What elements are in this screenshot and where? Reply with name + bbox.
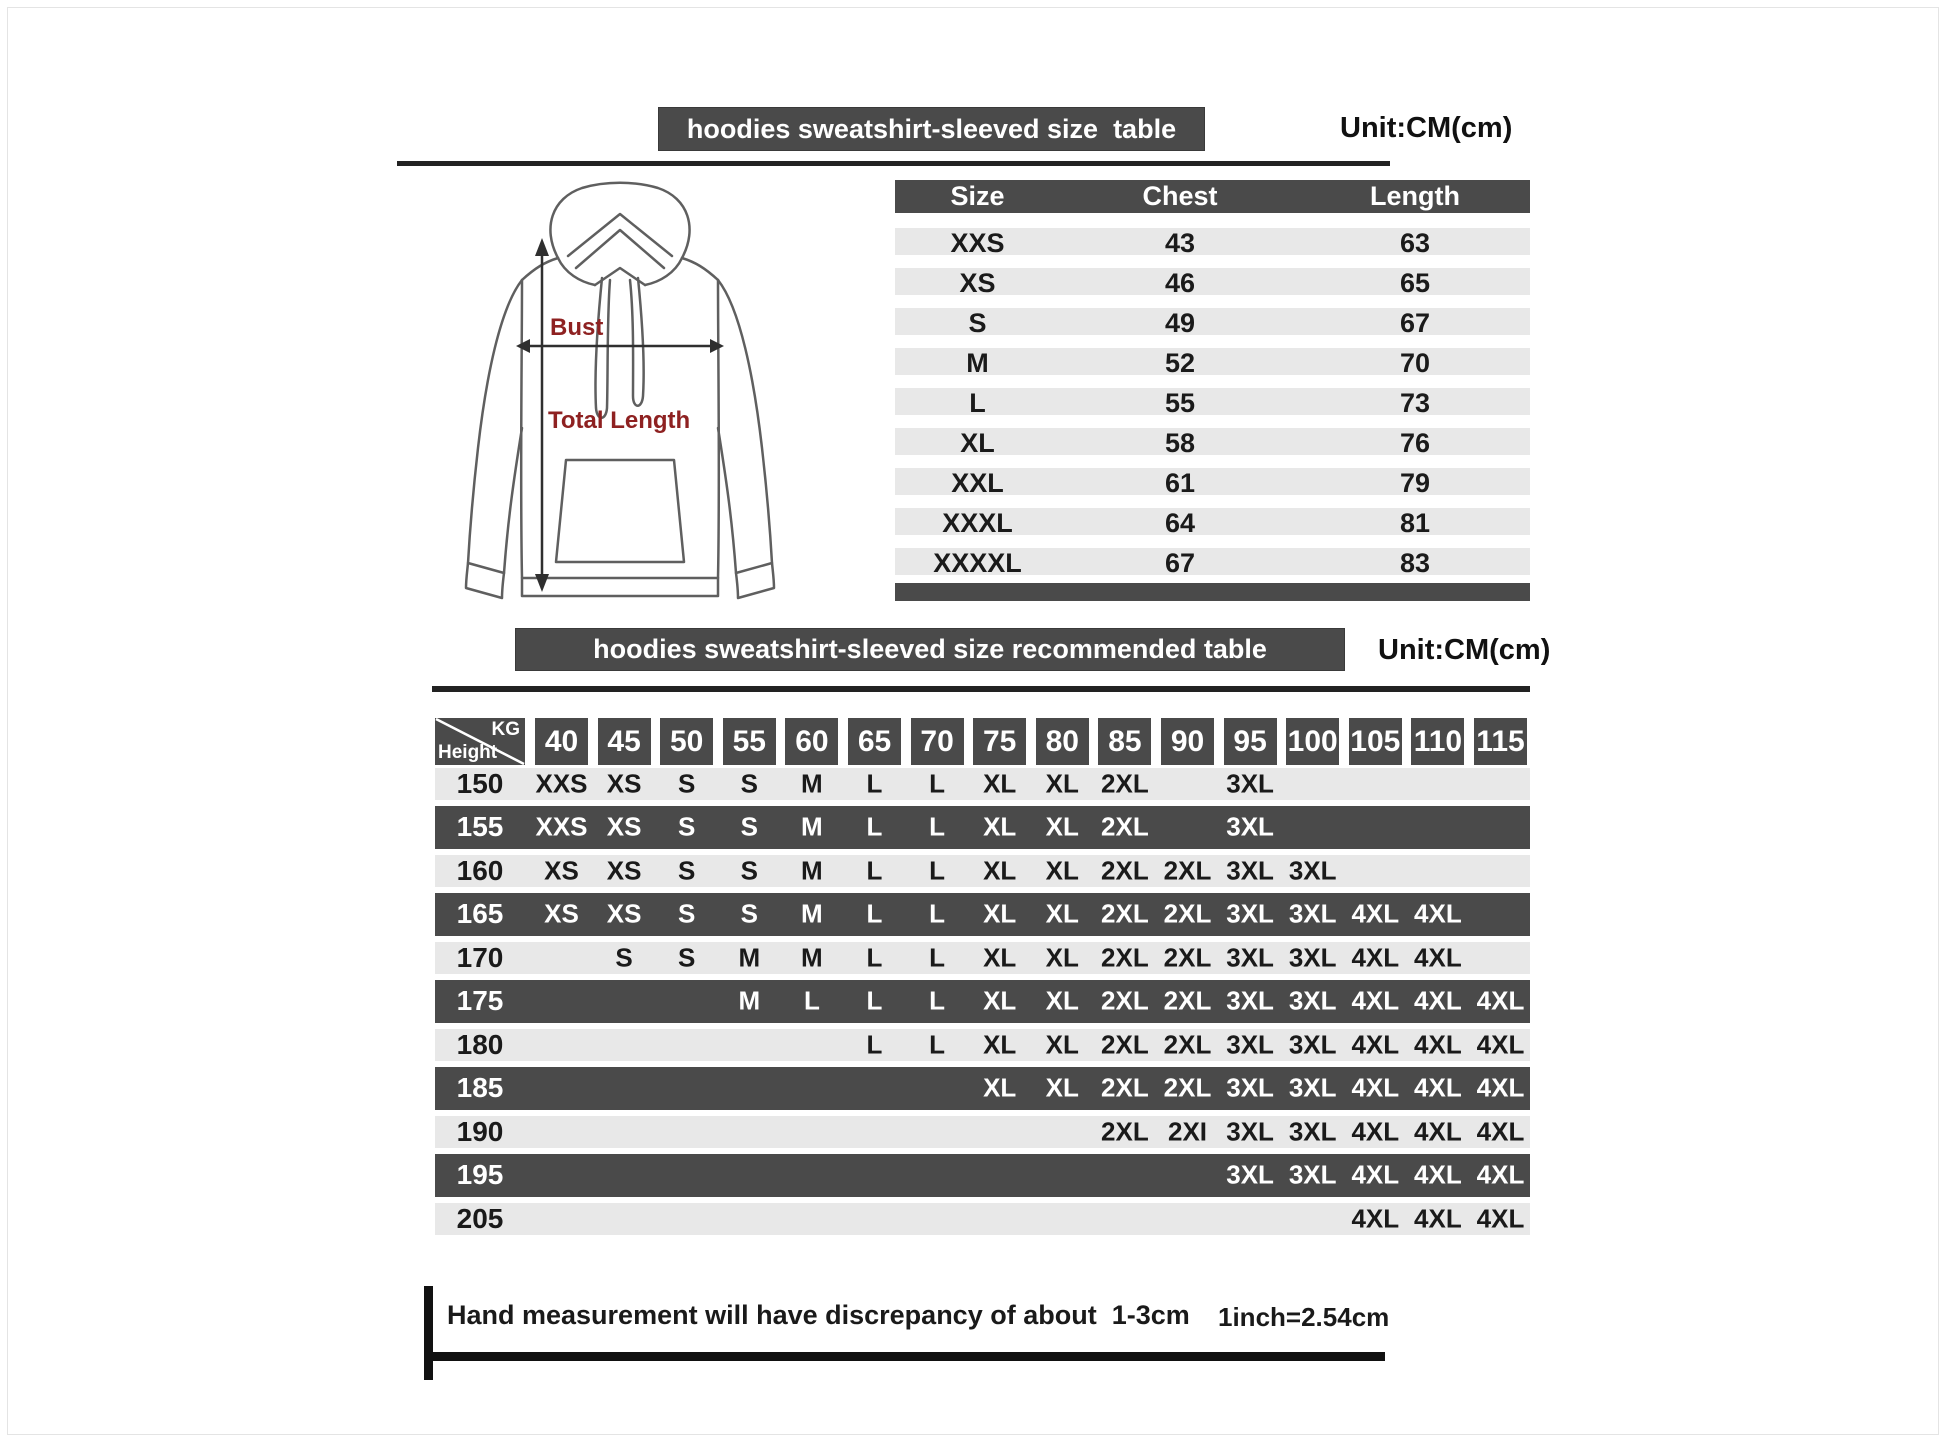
size-cell: S [678, 898, 696, 929]
height-row [435, 1154, 1530, 1198]
size-cell: L [866, 985, 883, 1016]
weight-header-cell: 65 [848, 718, 901, 765]
size-cell: 3XL [1226, 942, 1274, 973]
size-table-cell-length: 81 [1399, 508, 1431, 538]
size-table-cell-length: 83 [1399, 548, 1431, 578]
size-table-row [895, 348, 1530, 378]
size-table-unit-label: Unit:CM(cm) [1340, 112, 1513, 144]
size-cell: M [801, 942, 823, 973]
measurement-note: Hand measurement will have discrepancy of about 1-3cm [447, 1300, 1190, 1330]
size-table-cell-length: 65 [1399, 268, 1431, 298]
size-column-header: Size [950, 181, 1005, 211]
size-cell: 2XL [1163, 1029, 1212, 1060]
height-row [435, 1029, 1530, 1061]
size-table-cell-chest: 52 [1164, 348, 1196, 378]
size-table-header [895, 180, 1530, 213]
height-label: 150 [456, 767, 504, 799]
size-cell: 4XL [1476, 1072, 1525, 1103]
size-cell: M [801, 768, 823, 799]
size-cell: L [929, 985, 946, 1016]
size-cell: XXS [535, 768, 588, 799]
size-cell: 3XL [1288, 1072, 1337, 1103]
size-table-row [895, 228, 1530, 258]
height-row [435, 768, 1530, 800]
size-cell: XL [983, 855, 1017, 886]
footer-underline [427, 1352, 1385, 1361]
size-table-row [895, 388, 1530, 418]
size-cell: 3XL [1288, 855, 1337, 886]
size-table-cell-chest: 43 [1164, 228, 1196, 258]
size-cell: 2XL [1101, 898, 1149, 929]
kg-height-corner-cell [435, 718, 525, 765]
size-cell: 3XL [1226, 768, 1274, 799]
weight-header-cell: 110 [1411, 718, 1464, 765]
weight-header-cell: 85 [1098, 718, 1151, 765]
weight-header-cell: 40 [535, 718, 588, 765]
height-label: 205 [456, 1202, 504, 1234]
size-cell: 4XL [1476, 1029, 1525, 1060]
size-cell: L [866, 768, 883, 799]
height-label: 190 [456, 1115, 504, 1147]
kg-axis-label: KG [491, 719, 520, 740]
size-cell: 4XL [1351, 1203, 1400, 1234]
size-cell: S [678, 768, 696, 799]
size-table-cell-size: L [969, 388, 986, 418]
size-table-cell-size: XXL [951, 468, 1004, 498]
size-cell: L [866, 898, 883, 929]
size-table-row [895, 428, 1530, 458]
size-cell: XL [983, 1029, 1017, 1060]
size-table-cell-size: XS [959, 268, 996, 298]
size-cell: M [801, 898, 823, 929]
size-cell: XL [1045, 985, 1079, 1016]
size-cell: 2XL [1101, 985, 1149, 1016]
size-cell: 4XL [1351, 1072, 1400, 1103]
size-cell: 2XL [1163, 855, 1212, 886]
size-table-title: hoodies sweatshirt-sleeved size table [686, 113, 1177, 144]
size-table-cell-size: M [966, 348, 989, 378]
size-cell: 3XL [1226, 855, 1274, 886]
weight-header-cell: 70 [911, 718, 964, 765]
size-cell: 4XL [1414, 985, 1462, 1016]
size-cell: 4XL [1351, 1159, 1400, 1190]
size-cell: L [866, 811, 883, 842]
size-cell: 4XL [1476, 1159, 1525, 1190]
size-cell: L [929, 1029, 946, 1060]
height-label: 195 [456, 1159, 504, 1191]
weight-header-cell: 80 [1036, 718, 1089, 765]
size-cell: 3XL [1226, 985, 1274, 1016]
recommended-table-title: hoodies sweatshirt-sleeved size recommended table [593, 634, 1267, 664]
size-table-title-bar [658, 107, 1205, 151]
size-cell: L [929, 811, 946, 842]
size-cell: 4XL [1476, 1203, 1525, 1234]
hoodie-measurement-diagram [430, 178, 810, 618]
size-table-cell-chest: 49 [1164, 308, 1196, 338]
size-cell: 4XL [1351, 898, 1400, 929]
size-cell: 3XL [1288, 942, 1337, 973]
size-cell: 4XL [1476, 1116, 1525, 1147]
weight-header-cell: 50 [660, 718, 713, 765]
size-cell: S [740, 898, 758, 929]
size-cell: 2XL [1101, 855, 1149, 886]
divider-line-top [397, 161, 1390, 166]
size-cell: L [866, 1029, 883, 1060]
size-cell: 3XL [1226, 898, 1274, 929]
size-cell: 4XL [1351, 1029, 1400, 1060]
size-cell: S [615, 942, 633, 973]
size-cell: 2XL [1163, 898, 1212, 929]
weight-header-cell: 115 [1474, 718, 1527, 765]
size-cell: XL [983, 898, 1017, 929]
weight-header-cell: 45 [598, 718, 651, 765]
size-table-cell-length: 63 [1399, 228, 1431, 258]
height-label: 155 [456, 811, 504, 843]
size-cell: XL [983, 1072, 1017, 1103]
size-cell: 4XL [1414, 1159, 1462, 1190]
size-table-cell-size: XXS [950, 228, 1005, 258]
size-cell: L [803, 985, 820, 1016]
size-cell: 4XL [1351, 985, 1400, 1016]
size-cell: S [740, 811, 758, 842]
size-cell: M [738, 985, 761, 1016]
size-cell: L [866, 942, 883, 973]
height-label: 170 [456, 941, 504, 973]
size-cell: XL [1045, 1072, 1079, 1103]
size-cell: 3XL [1226, 1029, 1274, 1060]
size-table-row [895, 268, 1530, 298]
size-cell: L [866, 855, 883, 886]
size-cell: XL [1045, 1029, 1079, 1060]
size-table-cell-size: XXXL [942, 508, 1013, 538]
height-row [435, 1203, 1530, 1235]
size-cell: 3XL [1288, 1116, 1337, 1147]
size-cell: L [929, 898, 946, 929]
weight-header-cell: 100 [1286, 718, 1339, 765]
size-table-cell-size: XXXXL [933, 548, 1022, 578]
size-cell: 2XL [1101, 811, 1149, 842]
total-length-label: Total Length [548, 407, 691, 434]
recommended-table-title-bar [515, 628, 1345, 671]
size-cell: XS [606, 811, 642, 842]
size-cell: XL [1045, 811, 1079, 842]
size-cell: XXS [535, 811, 588, 842]
size-cell: L [929, 855, 946, 886]
size-cell: 4XL [1351, 942, 1400, 973]
size-table-cell-size: XL [960, 428, 995, 458]
size-table-cell-chest: 64 [1164, 508, 1196, 538]
size-cell: 4XL [1414, 1116, 1462, 1147]
size-table-row [895, 468, 1530, 498]
weight-header-cell: 105 [1349, 718, 1402, 765]
size-cell: 2XL [1101, 942, 1149, 973]
size-cell: 2XL [1101, 768, 1149, 799]
weight-header-cell: 95 [1224, 718, 1277, 765]
size-table-row [895, 308, 1530, 338]
height-row [435, 806, 1530, 850]
size-cell: 3XL [1288, 985, 1337, 1016]
size-cell: 2XI [1167, 1116, 1208, 1147]
size-table-footer-bar [895, 583, 1530, 601]
size-cell: S [740, 768, 758, 799]
size-table-cell-chest: 58 [1164, 428, 1196, 458]
size-table-cell-chest: 61 [1164, 468, 1196, 498]
size-cell: S [678, 942, 696, 973]
size-cell: XL [1045, 898, 1079, 929]
inch-conversion-note: 1inch=2.54cm [1218, 1302, 1390, 1332]
size-cell: 3XL [1226, 1116, 1274, 1147]
height-axis-label: Height [438, 742, 498, 763]
size-table-row [895, 548, 1530, 578]
recommended-size-matrix [435, 715, 1530, 1245]
height-row [435, 1067, 1530, 1111]
size-table-cell-length: 70 [1399, 348, 1431, 378]
size-cell: XL [1045, 768, 1079, 799]
height-label: 165 [456, 898, 504, 930]
size-cell: S [678, 855, 696, 886]
divider-line-middle [432, 686, 1530, 692]
size-cell: 3XL [1226, 1072, 1274, 1103]
size-cell: 3XL [1226, 1159, 1274, 1190]
size-cell: 2XL [1163, 942, 1212, 973]
size-cell: XL [983, 811, 1017, 842]
size-table-cell-chest: 67 [1164, 548, 1196, 578]
size-cell: 3XL [1288, 898, 1337, 929]
size-cell: 4XL [1476, 985, 1525, 1016]
size-cell: XL [983, 768, 1017, 799]
size-cell: 2XL [1163, 1072, 1212, 1103]
height-row [435, 980, 1530, 1024]
size-cell: XS [544, 855, 579, 886]
size-table-cell-length: 79 [1399, 468, 1431, 498]
size-table-cell-chest: 46 [1164, 268, 1196, 298]
size-cell: L [929, 942, 946, 973]
height-row [435, 1116, 1530, 1148]
size-cell: XL [1045, 942, 1079, 973]
size-cell: XS [606, 898, 642, 929]
size-cell: XL [983, 942, 1017, 973]
size-cell: XL [1045, 855, 1079, 886]
size-cell: 3XL [1226, 811, 1274, 842]
weight-header-cell: 75 [973, 718, 1026, 765]
size-cell: S [740, 855, 758, 886]
hoodie-outline [466, 183, 774, 598]
size-cell: M [801, 855, 823, 886]
size-cell: M [801, 811, 823, 842]
bust-label: Bust [550, 314, 604, 341]
size-table-cell-chest: 55 [1164, 388, 1196, 418]
size-cell: 2XL [1101, 1072, 1149, 1103]
footer-accent-bar [424, 1286, 433, 1380]
size-cell: 2XL [1101, 1116, 1149, 1147]
height-label: 160 [456, 854, 504, 886]
size-cell: XS [606, 855, 642, 886]
size-cell: 4XL [1414, 1203, 1462, 1234]
size-cell: XL [983, 985, 1017, 1016]
length-column-header: Length [1370, 181, 1460, 211]
height-row [435, 893, 1530, 937]
size-cell: 4XL [1414, 1029, 1462, 1060]
size-cell: 4XL [1414, 942, 1462, 973]
recommended-table-unit-label: Unit:CM(cm) [1378, 634, 1551, 666]
size-cell: XS [544, 898, 579, 929]
weight-header-cell: 55 [723, 718, 776, 765]
height-row [435, 855, 1530, 887]
size-cell: 2XL [1163, 985, 1212, 1016]
size-cell: 4XL [1414, 898, 1462, 929]
size-cell: 4XL [1414, 1072, 1462, 1103]
size-table-row [895, 508, 1530, 538]
size-table-cell-length: 67 [1399, 308, 1431, 338]
size-cell: 3XL [1288, 1029, 1337, 1060]
height-label: 180 [456, 1028, 504, 1060]
size-cell: 4XL [1351, 1116, 1400, 1147]
size-cell: M [738, 942, 761, 973]
size-table-cell-length: 73 [1399, 388, 1431, 418]
size-cell: 3XL [1288, 1159, 1337, 1190]
size-cell: XS [606, 768, 642, 799]
weight-header-cell: 90 [1161, 718, 1214, 765]
size-table-cell-length: 76 [1399, 428, 1431, 458]
size-cell: 2XL [1101, 1029, 1149, 1060]
size-cell: S [678, 811, 696, 842]
weight-header-cell: 60 [785, 718, 838, 765]
size-table-cell-size: S [968, 308, 987, 338]
chest-column-header: Chest [1142, 181, 1218, 211]
height-label: 185 [456, 1072, 504, 1104]
height-row [435, 942, 1530, 974]
size-cell: L [929, 768, 946, 799]
height-label: 175 [456, 985, 504, 1017]
